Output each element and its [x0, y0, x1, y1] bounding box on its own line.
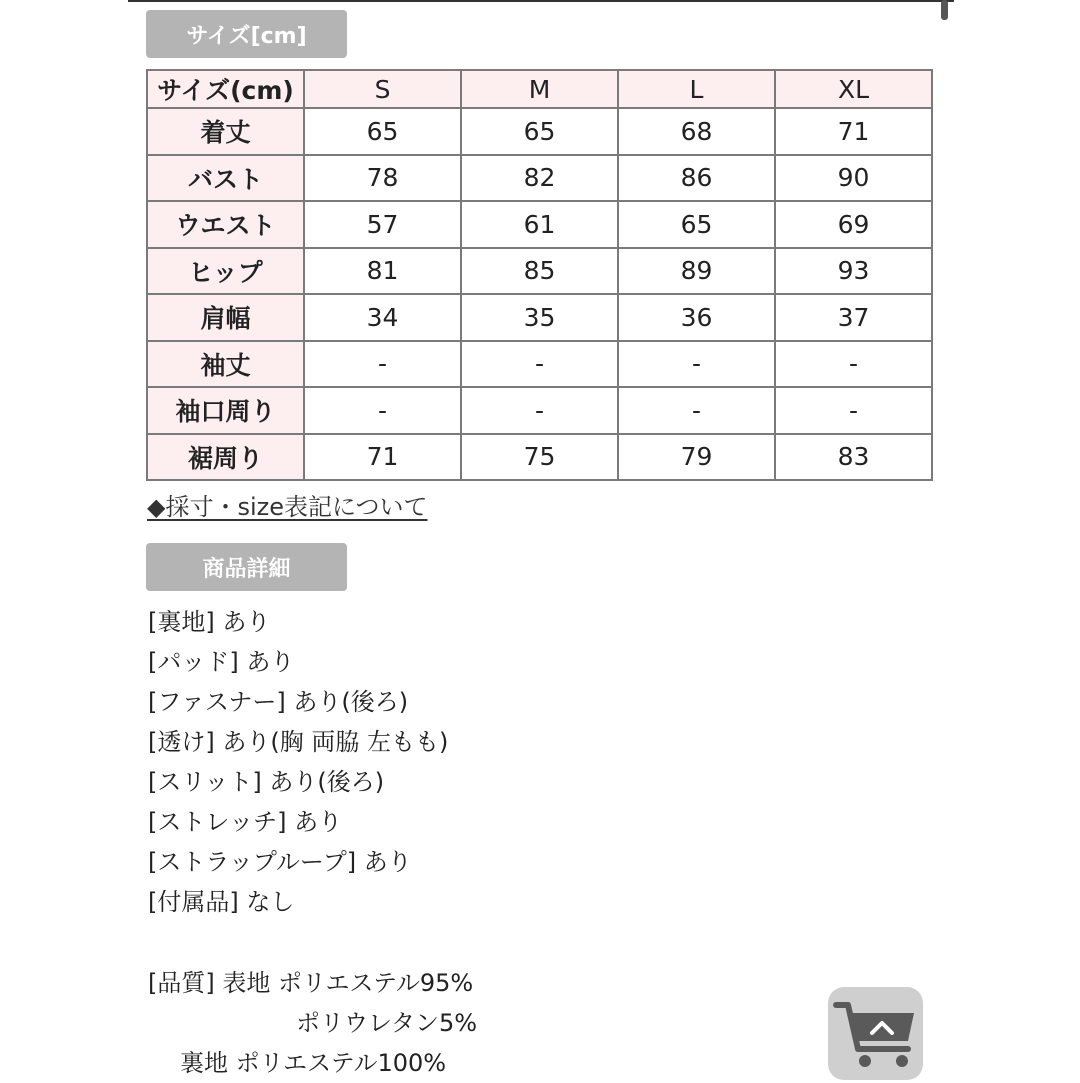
detail-zipper: [ファスナー] あり(後ろ) — [148, 688, 409, 716]
table-row — [147, 155, 932, 202]
scrollbar[interactable] — [941, 0, 948, 20]
row-header: 裾周り — [147, 434, 304, 481]
column-header-l: L — [618, 70, 775, 108]
table-cell: 79 — [618, 434, 775, 481]
table-cell: 93 — [775, 248, 932, 295]
table-row — [147, 108, 932, 155]
table-row — [147, 201, 932, 248]
size-notation-link[interactable]: ◆採寸・size表記について — [147, 493, 428, 521]
table-cell: 37 — [775, 294, 932, 341]
table-cell: - — [461, 387, 618, 434]
table-cell: - — [618, 341, 775, 388]
top-divider — [128, 0, 954, 2]
column-header-s: S — [304, 70, 461, 108]
table-cell: 61 — [461, 201, 618, 248]
table-cell: 69 — [775, 201, 932, 248]
table-row — [147, 341, 932, 388]
table-row — [147, 248, 932, 295]
table-cell: 89 — [618, 248, 775, 295]
table-cell: - — [775, 341, 932, 388]
table-cell: 71 — [775, 108, 932, 155]
detail-pad: [パッド] あり — [148, 648, 295, 676]
table-row — [147, 387, 932, 434]
table-row — [147, 434, 932, 481]
table-cell: 75 — [461, 434, 618, 481]
table-cell: - — [618, 387, 775, 434]
table-cell: 36 — [618, 294, 775, 341]
table-header-row — [147, 70, 932, 108]
material-quality — [148, 963, 477, 1083]
table-cell: 78 — [304, 155, 461, 202]
detail-section-label: 商品詳細 — [146, 543, 347, 591]
row-header: ヒップ — [147, 248, 304, 295]
detail-lining: [裏地] あり — [148, 608, 271, 636]
table-cell: 65 — [461, 108, 618, 155]
table-cell: 68 — [618, 108, 775, 155]
table-cell: 65 — [304, 108, 461, 155]
detail-strap-loop: [ストラップループ] あり — [148, 848, 412, 876]
column-header-xl: XL — [775, 70, 932, 108]
table-cell: - — [304, 387, 461, 434]
table-row — [147, 294, 932, 341]
row-header: バスト — [147, 155, 304, 202]
row-header: 袖口周り — [147, 387, 304, 434]
cart-scroll-top-button[interactable] — [828, 987, 923, 1080]
table-cell: 85 — [461, 248, 618, 295]
size-section-label: サイズ[cm] — [146, 10, 347, 58]
detail-stretch: [ストレッチ] あり — [148, 808, 343, 836]
table-corner-header: サイズ(cm) — [147, 70, 304, 108]
quality-outer-line-2: ポリウレタン5% — [296, 1009, 478, 1037]
table-cell: 83 — [775, 434, 932, 481]
table-cell: 57 — [304, 201, 461, 248]
table-cell: 71 — [304, 434, 461, 481]
quality-outer-line: [品質] 表地 ポリエステル95% — [148, 969, 474, 997]
table-cell: - — [304, 341, 461, 388]
table-cell: - — [461, 341, 618, 388]
table-cell: 35 — [461, 294, 618, 341]
detail-accessories: [付属品] なし — [148, 888, 295, 916]
quality-lining-line: 裏地 ポリエステル100% — [180, 1049, 447, 1077]
table-cell: 82 — [461, 155, 618, 202]
table-cell: 34 — [304, 294, 461, 341]
column-header-m: M — [461, 70, 618, 108]
cart-icon — [828, 987, 923, 1080]
table-cell: - — [775, 387, 932, 434]
detail-slit: [スリット] あり(後ろ) — [148, 768, 385, 796]
table-cell: 90 — [775, 155, 932, 202]
row-header: ウエスト — [147, 201, 304, 248]
table-cell: 65 — [618, 201, 775, 248]
product-detail-list — [148, 602, 448, 922]
size-table — [146, 69, 933, 481]
detail-sheer: [透け] あり(胸 両脇 左もも) — [148, 728, 449, 756]
table-cell: 81 — [304, 248, 461, 295]
row-header: 着丈 — [147, 108, 304, 155]
row-header: 肩幅 — [147, 294, 304, 341]
table-cell: 86 — [618, 155, 775, 202]
row-header: 袖丈 — [147, 341, 304, 388]
